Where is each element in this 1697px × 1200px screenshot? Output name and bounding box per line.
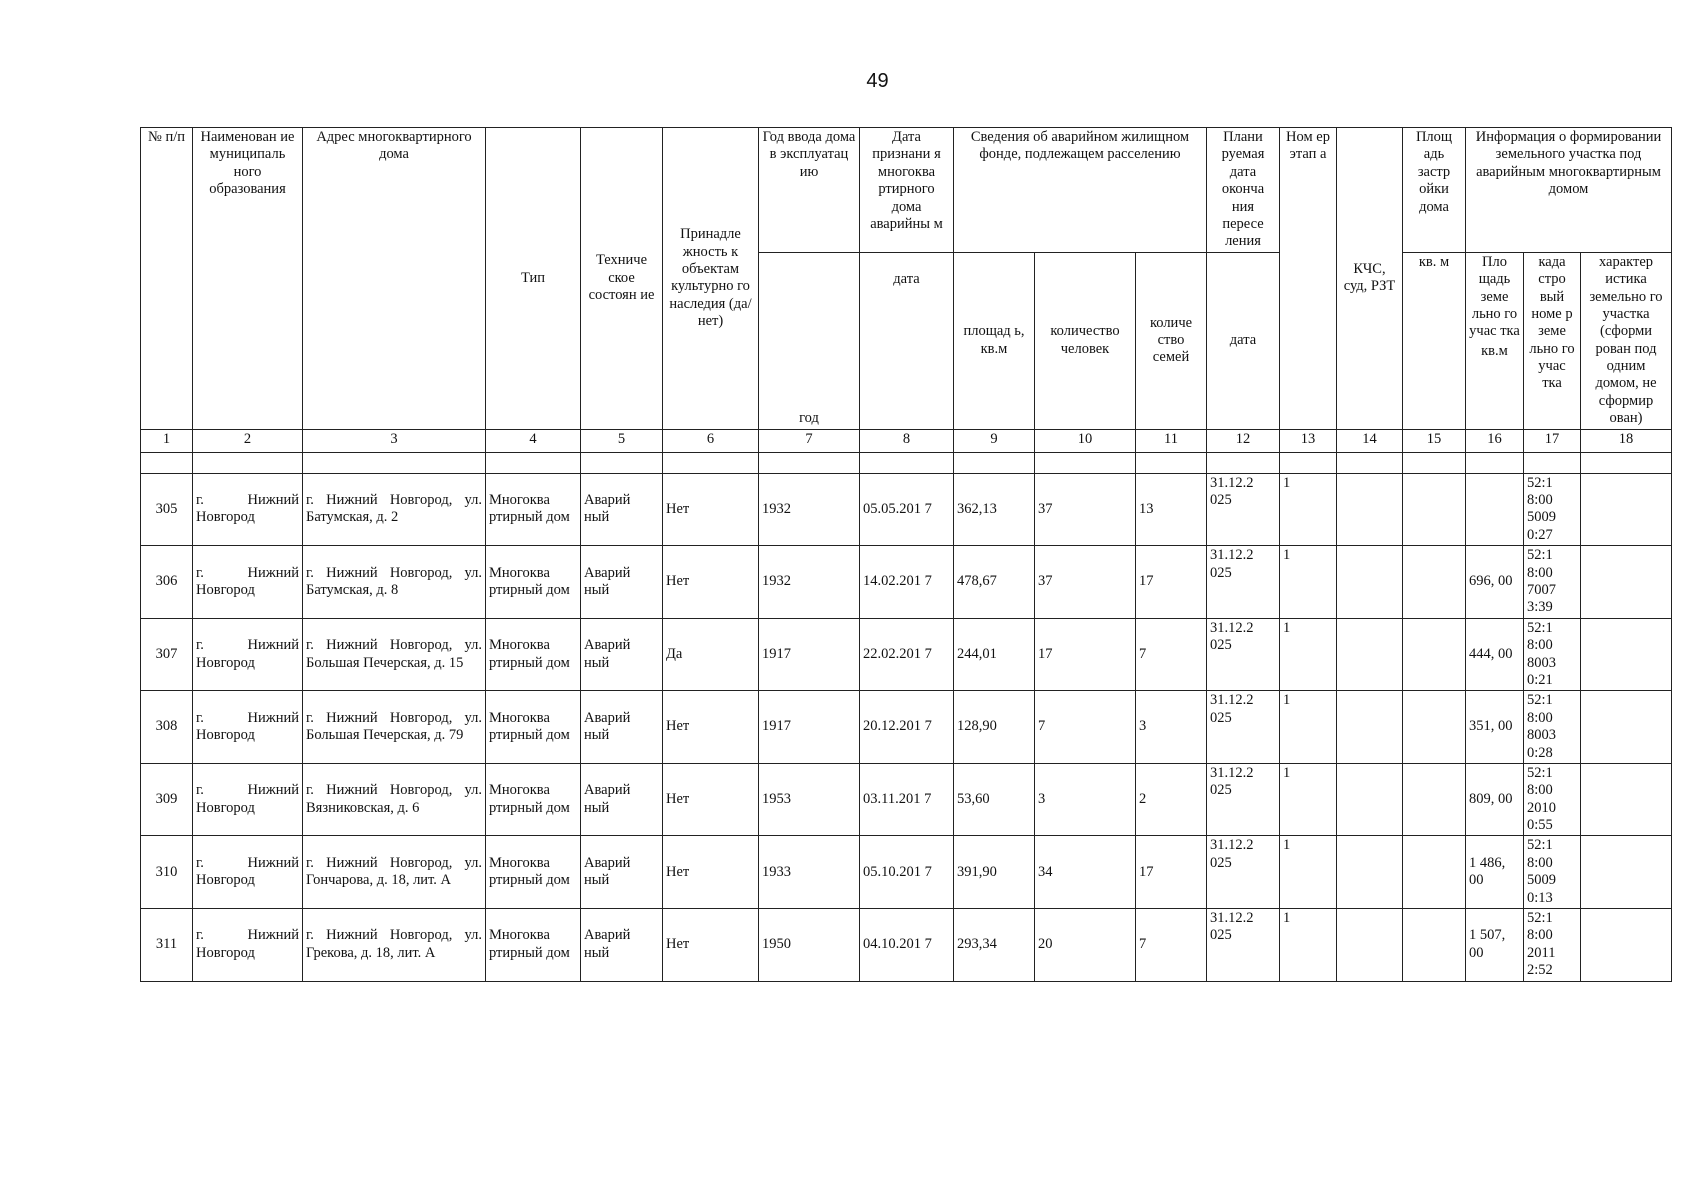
planned-date-cell: 31.12.2 025 bbox=[1207, 763, 1280, 836]
build-area-cell bbox=[1403, 473, 1466, 546]
header-row-1 bbox=[141, 128, 1672, 253]
cadastre-number-cell: 52:1 8:00 8003 0:21 bbox=[1524, 618, 1581, 691]
address-cell: г. Нижний Новгород, ул. Вязниковская, д. 6 bbox=[303, 763, 486, 836]
recognition-date-cell: 22.02.201 7 bbox=[860, 618, 954, 691]
land-area-cell bbox=[1466, 473, 1524, 546]
land-characteristic-cell bbox=[1581, 763, 1672, 836]
planned-date-cell: 31.12.2 025 bbox=[1207, 836, 1280, 909]
cadastre-number-cell: 52:1 8:00 2011 2:52 bbox=[1524, 909, 1581, 982]
table-row bbox=[141, 691, 1672, 764]
header-cell-area: площад ь, кв.м bbox=[954, 252, 1035, 429]
column-number: 4 bbox=[486, 429, 581, 452]
condition-cell: Аварий ный bbox=[581, 691, 663, 764]
column-number: 3 bbox=[303, 429, 486, 452]
area-cell: 362,13 bbox=[954, 473, 1035, 546]
land-characteristic-cell bbox=[1581, 909, 1672, 982]
kchs-cell bbox=[1337, 909, 1403, 982]
cadastre-number-cell: 52:1 8:00 5009 0:27 bbox=[1524, 473, 1581, 546]
building-type-cell: Многоква ртирный дом bbox=[486, 546, 581, 619]
condition-cell: Аварий ный bbox=[581, 546, 663, 619]
year-cell: 1917 bbox=[759, 618, 860, 691]
table-row bbox=[141, 618, 1672, 691]
header-cell-heritage: Принадле жность к объектам культурно го наследия (да/нет) bbox=[663, 128, 759, 430]
column-number: 15 bbox=[1403, 429, 1466, 452]
heritage-cell: Нет bbox=[663, 909, 759, 982]
municipality-cell: г. Нижний Новгород bbox=[193, 691, 303, 764]
area-cell: 244,01 bbox=[954, 618, 1035, 691]
land-area-cell: 1 507, 00 bbox=[1466, 909, 1524, 982]
address-cell: г. Нижний Новгород, ул. Батумская, д. 2 bbox=[303, 473, 486, 546]
people-count-cell: 7 bbox=[1035, 691, 1136, 764]
people-count-cell: 37 bbox=[1035, 473, 1136, 546]
header-sub-year: год bbox=[759, 252, 860, 429]
family-count-cell: 17 bbox=[1136, 836, 1207, 909]
table-row bbox=[141, 763, 1672, 836]
cadastre-number-cell: 52:1 8:00 7007 3:39 bbox=[1524, 546, 1581, 619]
header-cell-land-group: Информация о формировании земельного участка под аварийным многоквартирным домом bbox=[1466, 128, 1672, 253]
land-area-cell: 696, 00 bbox=[1466, 546, 1524, 619]
year-cell: 1917 bbox=[759, 691, 860, 764]
heritage-cell: Нет bbox=[663, 836, 759, 909]
family-count-cell: 17 bbox=[1136, 546, 1207, 619]
stage-cell: 1 bbox=[1280, 473, 1337, 546]
building-type-cell: Многоква ртирный дом bbox=[486, 909, 581, 982]
build-area-cell bbox=[1403, 618, 1466, 691]
stage-cell: 1 bbox=[1280, 691, 1337, 764]
heritage-cell: Да bbox=[663, 618, 759, 691]
condition-cell: Аварий ный bbox=[581, 836, 663, 909]
address-cell: г. Нижний Новгород, ул. Большая Печерская, д. 79 bbox=[303, 691, 486, 764]
column-number: 18 bbox=[1581, 429, 1672, 452]
kchs-cell bbox=[1337, 691, 1403, 764]
header-cell-address: Адрес многоквартирного дома bbox=[303, 128, 486, 430]
people-count-cell: 3 bbox=[1035, 763, 1136, 836]
stage-cell: 1 bbox=[1280, 618, 1337, 691]
year-cell: 1950 bbox=[759, 909, 860, 982]
column-number: 1 bbox=[141, 429, 193, 452]
header-cell-year: Год ввода дома в эксплуатац ию bbox=[759, 128, 860, 253]
header-cell-housing-group: Сведения об аварийном жилищном фонде, подлежащем расселению bbox=[954, 128, 1207, 253]
build-area-cell bbox=[1403, 836, 1466, 909]
land-characteristic-cell bbox=[1581, 618, 1672, 691]
row-number-cell: 308 bbox=[141, 691, 193, 764]
row-number-cell: 306 bbox=[141, 546, 193, 619]
people-count-cell: 20 bbox=[1035, 909, 1136, 982]
condition-cell: Аварий ный bbox=[581, 763, 663, 836]
condition-cell: Аварий ный bbox=[581, 909, 663, 982]
header-sub-planned-date: дата bbox=[1207, 252, 1280, 429]
emergency-housing-table bbox=[140, 127, 1672, 982]
planned-date-cell: 31.12.2 025 bbox=[1207, 546, 1280, 619]
land-area-cell: 444, 00 bbox=[1466, 618, 1524, 691]
land-area-cell: 1 486, 00 bbox=[1466, 836, 1524, 909]
column-number: 10 bbox=[1035, 429, 1136, 452]
family-count-cell: 7 bbox=[1136, 909, 1207, 982]
stage-cell: 1 bbox=[1280, 836, 1337, 909]
row-number-cell: 305 bbox=[141, 473, 193, 546]
stage-cell: 1 bbox=[1280, 546, 1337, 619]
heritage-cell: Нет bbox=[663, 546, 759, 619]
build-area-cell bbox=[1403, 763, 1466, 836]
header-cell-land-area bbox=[1466, 252, 1524, 429]
building-type-cell: Многоква ртирный дом bbox=[486, 473, 581, 546]
area-cell: 478,67 bbox=[954, 546, 1035, 619]
column-number: 2 bbox=[193, 429, 303, 452]
recognition-date-cell: 14.02.201 7 bbox=[860, 546, 954, 619]
address-cell: г. Нижний Новгород, ул. Батумская, д. 8 bbox=[303, 546, 486, 619]
kchs-cell bbox=[1337, 546, 1403, 619]
land-characteristic-cell bbox=[1581, 836, 1672, 909]
cadastre-number-cell: 52:1 8:00 8003 0:28 bbox=[1524, 691, 1581, 764]
land-characteristic-cell bbox=[1581, 473, 1672, 546]
column-number: 14 bbox=[1337, 429, 1403, 452]
people-count-cell: 37 bbox=[1035, 546, 1136, 619]
column-number: 6 bbox=[663, 429, 759, 452]
kchs-cell bbox=[1337, 763, 1403, 836]
land-area-cell: 351, 00 bbox=[1466, 691, 1524, 764]
row-number-cell: 310 bbox=[141, 836, 193, 909]
land-characteristic-cell bbox=[1581, 546, 1672, 619]
heritage-cell: Нет bbox=[663, 691, 759, 764]
header-sub-date: дата bbox=[860, 252, 954, 429]
area-cell: 293,34 bbox=[954, 909, 1035, 982]
header-cell-build-area: Площ адь застр ойки дома bbox=[1403, 128, 1466, 253]
people-count-cell: 34 bbox=[1035, 836, 1136, 909]
area-cell: 128,90 bbox=[954, 691, 1035, 764]
address-cell: г. Нижний Новгород, ул. Гончарова, д. 18, лит. А bbox=[303, 836, 486, 909]
year-cell: 1953 bbox=[759, 763, 860, 836]
column-number-row bbox=[141, 429, 1672, 452]
kchs-cell bbox=[1337, 473, 1403, 546]
land-area-unit: кв.м bbox=[1481, 342, 1508, 359]
family-count-cell: 2 bbox=[1136, 763, 1207, 836]
table-row bbox=[141, 473, 1672, 546]
header-sub-build-area: кв. м bbox=[1403, 252, 1466, 429]
column-number: 13 bbox=[1280, 429, 1337, 452]
table-row bbox=[141, 836, 1672, 909]
stage-cell: 1 bbox=[1280, 909, 1337, 982]
page-number: 49 bbox=[866, 70, 889, 92]
stage-cell: 1 bbox=[1280, 763, 1337, 836]
family-count-cell: 13 bbox=[1136, 473, 1207, 546]
header-cell-stage: Ном ер этап а bbox=[1280, 128, 1337, 430]
cadastre-number-cell: 52:1 8:00 5009 0:13 bbox=[1524, 836, 1581, 909]
building-type-cell: Многоква ртирный дом bbox=[486, 618, 581, 691]
kchs-cell bbox=[1337, 618, 1403, 691]
build-area-cell bbox=[1403, 546, 1466, 619]
planned-date-cell: 31.12.2 025 bbox=[1207, 691, 1280, 764]
table-row bbox=[141, 909, 1672, 982]
column-number: 12 bbox=[1207, 429, 1280, 452]
municipality-cell: г. Нижний Новгород bbox=[193, 836, 303, 909]
column-number: 16 bbox=[1466, 429, 1524, 452]
address-cell: г. Нижний Новгород, ул. Грекова, д. 18, лит. А bbox=[303, 909, 486, 982]
row-number-cell: 311 bbox=[141, 909, 193, 982]
recognition-date-cell: 20.12.201 7 bbox=[860, 691, 954, 764]
land-area-cell: 809, 00 bbox=[1466, 763, 1524, 836]
recognition-date-cell: 03.11.201 7 bbox=[860, 763, 954, 836]
header-cell-type: Тип bbox=[486, 128, 581, 430]
family-count-cell: 7 bbox=[1136, 618, 1207, 691]
header-cell-municipality: Наименован ие муниципаль ного образования bbox=[193, 128, 303, 430]
municipality-cell: г. Нижний Новгород bbox=[193, 618, 303, 691]
recognition-date-cell: 04.10.201 7 bbox=[860, 909, 954, 982]
row-number-cell: 307 bbox=[141, 618, 193, 691]
planned-date-cell: 31.12.2 025 bbox=[1207, 618, 1280, 691]
column-number: 8 bbox=[860, 429, 954, 452]
column-number: 17 bbox=[1524, 429, 1581, 452]
build-area-cell bbox=[1403, 909, 1466, 982]
row-number-cell: 309 bbox=[141, 763, 193, 836]
header-cell-people: количество человек bbox=[1035, 252, 1136, 429]
build-area-cell bbox=[1403, 691, 1466, 764]
planned-date-cell: 31.12.2 025 bbox=[1207, 909, 1280, 982]
column-number: 7 bbox=[759, 429, 860, 452]
table-row bbox=[141, 546, 1672, 619]
municipality-cell: г. Нижний Новгород bbox=[193, 546, 303, 619]
condition-cell: Аварий ный bbox=[581, 618, 663, 691]
spacer-row bbox=[141, 452, 1672, 473]
recognition-date-cell: 05.05.201 7 bbox=[860, 473, 954, 546]
year-cell: 1932 bbox=[759, 473, 860, 546]
year-cell: 1933 bbox=[759, 836, 860, 909]
heritage-cell: Нет bbox=[663, 473, 759, 546]
header-cell-cadastre: када стро вый номе р земе льно го учас тка bbox=[1524, 252, 1581, 429]
heritage-cell: Нет bbox=[663, 763, 759, 836]
land-characteristic-cell bbox=[1581, 691, 1672, 764]
column-number: 5 bbox=[581, 429, 663, 452]
year-cell: 1932 bbox=[759, 546, 860, 619]
municipality-cell: г. Нижний Новгород bbox=[193, 473, 303, 546]
cadastre-number-cell: 52:1 8:00 2010 0:55 bbox=[1524, 763, 1581, 836]
column-number: 9 bbox=[954, 429, 1035, 452]
building-type-cell: Многоква ртирный дом bbox=[486, 691, 581, 764]
municipality-cell: г. Нижний Новгород bbox=[193, 909, 303, 982]
column-number: 11 bbox=[1136, 429, 1207, 452]
address-cell: г. Нижний Новгород, ул. Большая Печерская, д. 15 bbox=[303, 618, 486, 691]
planned-date-cell: 31.12.2 025 bbox=[1207, 473, 1280, 546]
area-cell: 391,90 bbox=[954, 836, 1035, 909]
header-cell-families: количе ство семей bbox=[1136, 252, 1207, 429]
family-count-cell: 3 bbox=[1136, 691, 1207, 764]
people-count-cell: 17 bbox=[1035, 618, 1136, 691]
header-cell-land-characteristic: характер истика земельно го участка (сформи рован под одним домом, не сформир ован) bbox=[1581, 252, 1672, 429]
recognition-date-cell: 05.10.201 7 bbox=[860, 836, 954, 909]
land-area-label: Пло щадь земе льно го учас тка bbox=[1469, 253, 1520, 340]
kchs-cell bbox=[1337, 836, 1403, 909]
municipality-cell: г. Нижний Новгород bbox=[193, 763, 303, 836]
header-cell-number: № п/п bbox=[141, 128, 193, 430]
building-type-cell: Многоква ртирный дом bbox=[486, 763, 581, 836]
area-cell: 53,60 bbox=[954, 763, 1035, 836]
header-cell-planned-date: Плани руемая дата оконча ния пересе ления bbox=[1207, 128, 1280, 253]
header-cell-recognition-date: Дата признани я многоква ртирного дома аварийны м bbox=[860, 128, 954, 253]
header-cell-kchs: КЧС, суд, РЗТ bbox=[1337, 128, 1403, 430]
header-cell-condition: Техниче ское состоян ие bbox=[581, 128, 663, 430]
condition-cell: Аварий ный bbox=[581, 473, 663, 546]
building-type-cell: Многоква ртирный дом bbox=[486, 836, 581, 909]
